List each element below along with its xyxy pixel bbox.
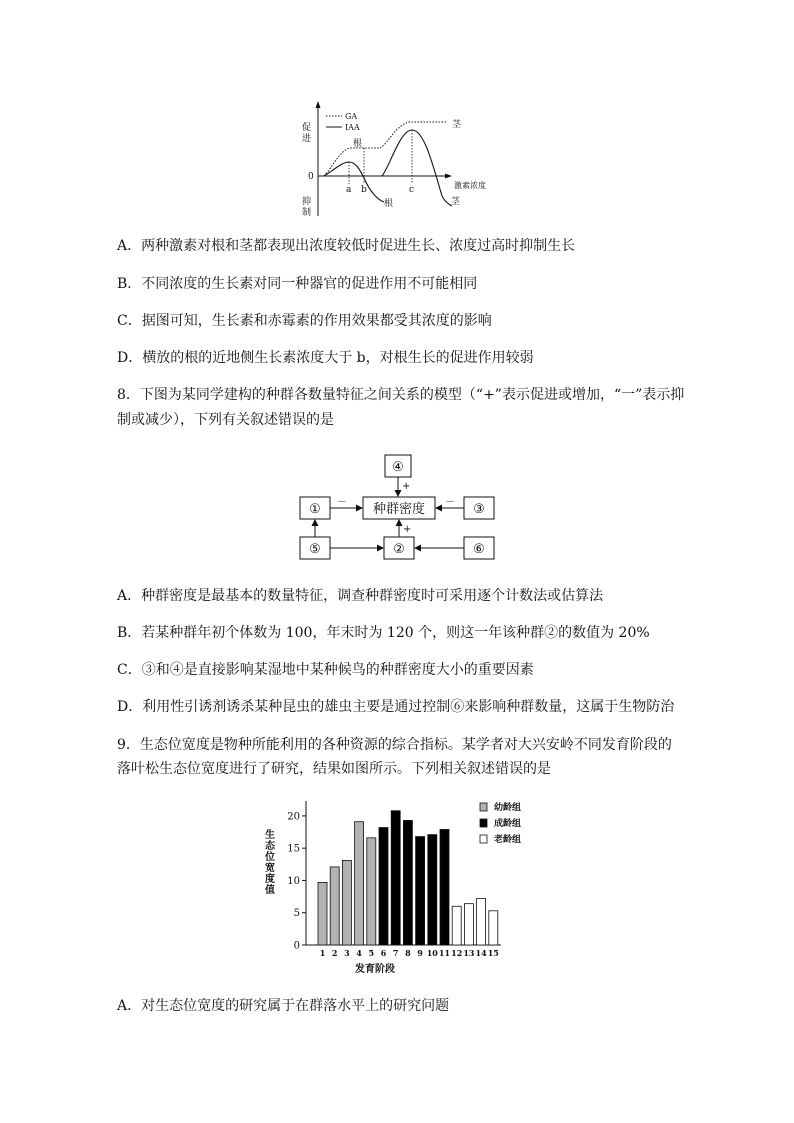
bar <box>330 867 339 945</box>
box-2-label: ② <box>393 542 405 557</box>
x-tick-label: 8 <box>405 948 411 958</box>
q7-option-a: A．两种激素对根和茎都表现出浓度较低时促进生长、浓度过高时抑制生长 <box>117 238 576 254</box>
bar <box>391 811 400 945</box>
q7-option-b: B．不同浓度的生长素对同一种器官的促进作用不可能相同 <box>117 276 478 292</box>
legend-label: 老龄组 <box>494 835 522 845</box>
q8-stem-line1: 8．下图为某同学建构的种群各数量特征之间关系的模型（“+”表示促进或增加，“一”表示抑 <box>117 387 685 403</box>
y-bottom-label-2: 制 <box>302 208 312 218</box>
y-tick-label: 20 <box>287 811 300 823</box>
root-bottom-label: 根 <box>384 199 394 209</box>
box-5-label: ⑤ <box>309 542 321 557</box>
sign-from4: + <box>402 481 411 492</box>
bar <box>367 838 376 945</box>
x-tick-label: 7 <box>392 948 399 958</box>
q7-option-c: C．据图可知，生长素和赤霉素的作用效果都受其浓度的影响 <box>117 313 492 329</box>
x-tick-label: 4 <box>356 948 362 958</box>
q8-option-d: D．利用性引诱剂诱杀某种昆虫的雄虫主要是通过控制⑥来影响种群数量，这属于生物防治 <box>117 699 675 715</box>
y-label-char: 态 <box>265 841 275 852</box>
q7-option-d: D．横放的根的近地侧生长素浓度大于 b，对根生长的促进作用较弱 <box>117 350 534 366</box>
tick-b: b <box>361 185 367 195</box>
bar <box>318 882 327 945</box>
box-1-label: ① <box>309 502 321 517</box>
bar <box>452 906 461 945</box>
y-label-char: 生 <box>265 830 275 841</box>
tick-c: c <box>409 185 415 195</box>
iaa-root-curve <box>324 162 384 202</box>
x-tick-label: 1 <box>319 948 326 958</box>
y-label-char: 度 <box>265 874 275 885</box>
box-4-label: ④ <box>392 460 404 475</box>
iaa-stem-curve <box>382 130 452 206</box>
bar <box>428 835 437 945</box>
box-6-label: ⑥ <box>473 542 485 557</box>
x-tick-label: 15 <box>487 948 499 958</box>
bar <box>464 904 473 945</box>
q8-option-c: C．③和④是直接影响某湿地中某种候鸟的种群密度大小的重要因素 <box>117 662 534 678</box>
population-model-diagram <box>295 452 500 562</box>
x-tick-label: 12 <box>451 948 463 958</box>
x-tick-label: 9 <box>417 948 423 958</box>
center-label: 种群密度 <box>372 502 426 517</box>
q9-stem-line1: 9．生态位宽度是物种所能利用的各种资源的综合指标。某学者对大兴安岭不同发育阶段的 <box>117 737 672 753</box>
sign-from3: － <box>445 497 455 508</box>
x-tick-label: 14 <box>475 948 487 958</box>
hormone-curve-figure <box>296 100 506 218</box>
y-tick-label: 5 <box>293 908 300 920</box>
bar <box>489 911 498 945</box>
ga-stem-curve <box>380 122 446 148</box>
stem-bottom-label: 茎 <box>451 197 461 207</box>
q8-stem-line2: 制或减少），下列有关叙述错误的是 <box>117 412 334 428</box>
zero-label: 0 <box>308 172 314 182</box>
sign-from1: － <box>337 497 347 508</box>
y-tick-label: 15 <box>287 843 300 855</box>
y-label-char: 值 <box>265 885 275 896</box>
niche-width-bar-chart <box>258 798 538 978</box>
y-bottom-label-1: 抑 <box>302 197 312 207</box>
bar <box>477 899 486 945</box>
sign-from2: + <box>403 524 412 535</box>
y-tick-label: 0 <box>293 940 300 952</box>
q8-option-b: B．若某种群年初个体数为 100，年末时为 120 个，则这一年该种群②的数值为 20% <box>117 625 650 641</box>
legend-iaa: IAA <box>345 123 360 132</box>
bar <box>440 829 449 945</box>
x-tick-label: 10 <box>426 948 438 958</box>
bar <box>355 822 364 945</box>
legend-ga: GA <box>345 112 358 121</box>
legend-swatch <box>480 835 487 843</box>
legend-swatch <box>480 819 487 827</box>
tick-a: a <box>346 185 352 195</box>
legend-label: 成龄组 <box>494 819 522 829</box>
x-tick-label: 5 <box>368 948 375 958</box>
legend-swatch <box>480 803 487 811</box>
q9-option-a: A．对生态位宽度的研究属于在群落水平上的研究问题 <box>117 998 450 1014</box>
box-3-label: ③ <box>473 502 485 517</box>
q9-stem-line2: 落叶松生态位宽度进行了研究，结果如图所示。下列相关叙述错误的是 <box>117 761 551 777</box>
x-tick-label: 11 <box>438 948 451 958</box>
legend-label: 幼龄组 <box>494 803 522 813</box>
y-label-char: 位 <box>265 852 275 863</box>
x-axis-label: 激素浓度 <box>454 181 486 190</box>
x-tick-label: 2 <box>331 948 338 958</box>
bar <box>342 860 351 945</box>
q8-option-a: A．种群密度是最基本的数量特征，调查种群密度时可采用逐个计数法或估算法 <box>117 588 604 604</box>
bar <box>403 820 412 945</box>
root-top-label: 根 <box>353 139 363 149</box>
x-axis-label: 发育阶段 <box>355 964 395 975</box>
y-tick-label: 10 <box>287 875 300 887</box>
bar <box>416 837 425 945</box>
y-label-char: 宽 <box>265 863 275 874</box>
bar <box>379 828 388 945</box>
y-top-label-2: 进 <box>302 134 312 144</box>
x-tick-label: 13 <box>463 948 475 958</box>
x-tick-label: 3 <box>344 948 350 958</box>
y-top-label-1: 促 <box>302 123 312 133</box>
x-tick-label: 6 <box>380 948 387 958</box>
stem-top-label: 茎 <box>452 120 462 130</box>
y-axis-label <box>264 828 276 896</box>
